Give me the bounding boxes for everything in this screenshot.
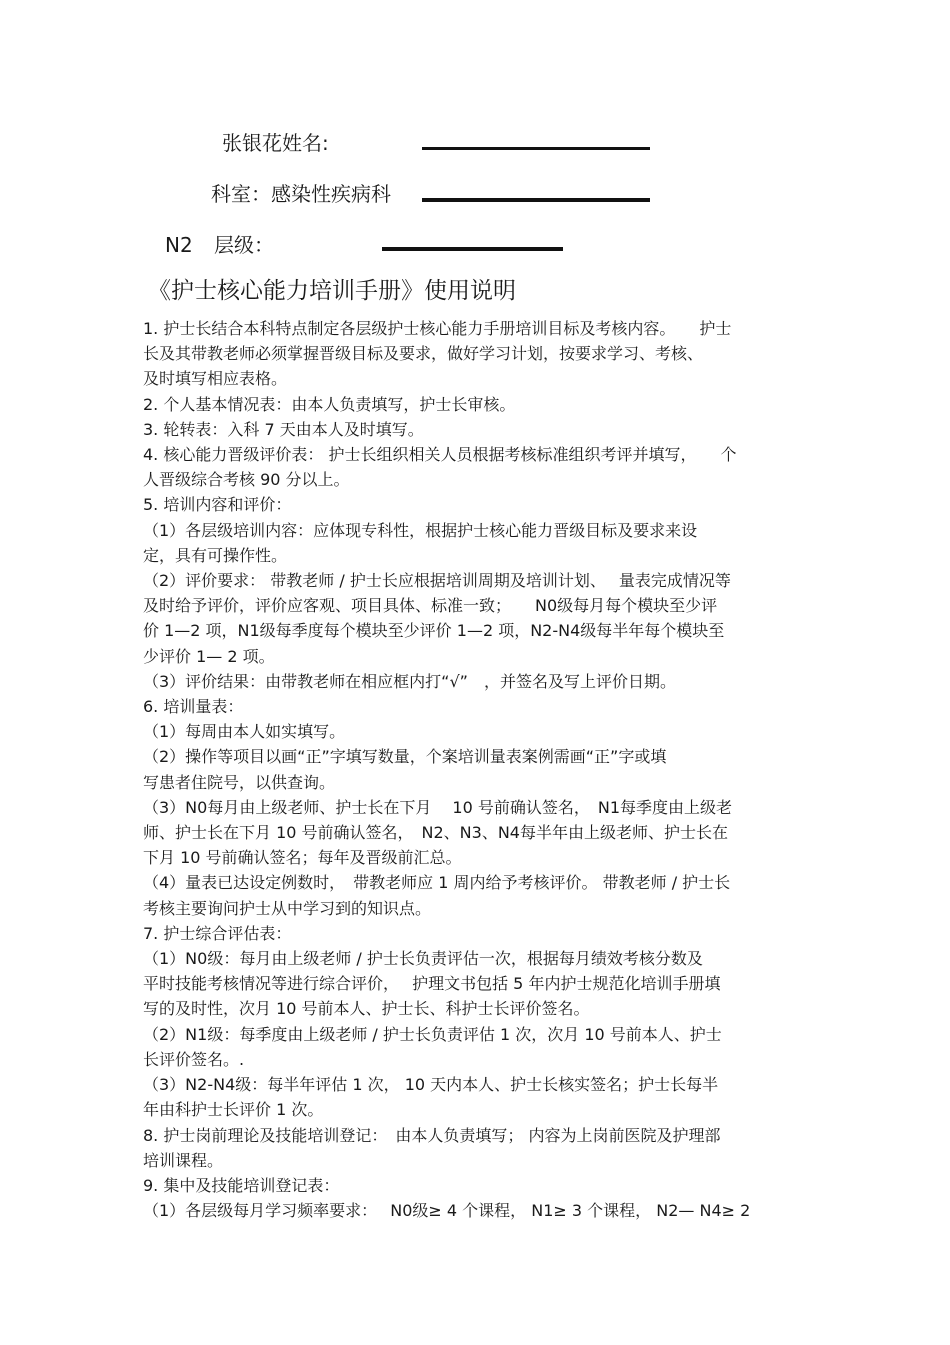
name-field-label: 张银花姓名:: [222, 131, 329, 155]
instruction-line: 写的及时性，次月 10 号前本人、护士长、科护士长评价签名。: [143, 999, 590, 1019]
department-underline[interactable]: [422, 198, 650, 202]
instruction-line: （1）每周由本人如实填写。: [143, 722, 346, 742]
instruction-line: 培训课程。: [143, 1150, 224, 1170]
instruction-line: （2）评价要求： 带教老师 / 护士长应根据培训周期及培训计划、 量表完成情况等: [143, 571, 731, 591]
instruction-line: 5. 培训内容和评价：: [143, 495, 292, 515]
instruction-line: （4）量表已达设定例数时， 带教老师应 1 周内给予考核评价。 带教老师 / 护士长: [143, 873, 731, 893]
instruction-line: 年由科护士长评价 1 次。: [143, 1100, 324, 1120]
instruction-line: 及时给予评价，评价应客观、项目具体、标准一致； N0级每月每个模块至少评: [143, 596, 718, 616]
instruction-line: 下月 10 号前确认签名；每年及晋级前汇总。: [143, 848, 462, 868]
instruction-line: 7. 护士综合评估表：: [143, 923, 292, 943]
level-label: 层级：: [214, 233, 274, 257]
instruction-line: 及时填写相应表格。: [143, 369, 288, 389]
instruction-line: （1）各层级培训内容：应体现专科性，根据护士核心能力晋级目标及要求来设: [143, 520, 698, 540]
instruction-line: （1）各层级每月学习频率要求： N0级≥ 4 个课程， N1≥ 3 个课程， N2— N4≥ 2: [143, 1201, 751, 1221]
instruction-line: 长评价签名。.: [143, 1049, 245, 1069]
instruction-line: （3）N0每月由上级老师、护士长在下月 10 号前确认签名， N1每季度由上级老: [143, 797, 733, 817]
instruction-line: （3）评价结果：由带教老师在相应框内打“√” ，并签名及写上评价日期。: [143, 671, 676, 691]
name-underline[interactable]: [422, 147, 650, 150]
instruction-line: 8. 护士岗前理论及技能培训登记： 由本人负责填写； 内容为上岗前医院及护理部: [143, 1125, 721, 1145]
instruction-line: 9. 集中及技能培训登记表：: [143, 1175, 340, 1195]
instruction-line: （2）N1级：每季度由上级老师 / 护士长负责评估 1 次，次月 10 号前本人、护士: [143, 1024, 722, 1044]
instruction-line: 考核主要询问护士从中学习到的知识点。: [143, 898, 432, 918]
instruction-line: 写患者住院号，以供查询。: [143, 772, 336, 792]
instruction-line: 1. 护士长结合本科特点制定各层级护士核心能力手册培训目标及考核内容。 护士: [143, 319, 732, 338]
document-title: 《护士核心能力培训手册》使用说明: [148, 278, 516, 304]
department-field-label: 科室：感染性疾病科: [211, 182, 391, 206]
instructions-body: [143, 316, 813, 1223]
instruction-line: 平时技能考核情况等进行综合评价， 护理文书包括 5 年内护士规范化培训手册填: [143, 974, 721, 994]
instruction-line: （2）操作等项目以画“正”字填写数量，个案培训量表案例需画“正”字或填: [143, 747, 667, 767]
instruction-line: （1）N0级：每月由上级老师 / 护士长负责评估一次，根据每月绩效考核分数及: [143, 949, 703, 969]
instruction-line: 2. 个人基本情况表：由本人负责填写，护士长审核。: [143, 394, 516, 414]
instruction-line: 3. 轮转表：入科 7 天由本人及时填写。: [143, 419, 424, 439]
instruction-line: （3）N2-N4级：每半年评估 1 次， 10 天内本人、护士长核实签名；护士长每半: [143, 1075, 719, 1095]
instruction-line: 长及其带教老师必须掌握晋级目标及要求，做好学习计划，按要求学习、考核、: [143, 344, 704, 364]
level-underline[interactable]: [382, 247, 563, 251]
instruction-line: 师、护士长在下月 10 号前确认签名， N2、N3、N4每半年由上级老师、护士长在: [143, 823, 728, 843]
instruction-line: 定，具有可操作性。: [143, 545, 288, 565]
instruction-line: 人晋级综合考核 90 分以上。: [143, 470, 350, 490]
level-value: N2: [165, 233, 193, 257]
instruction-line: 6. 培训量表：: [143, 697, 244, 717]
instruction-line: 少评价 1— 2 项。: [143, 646, 275, 666]
instruction-line: 4. 核心能力晋级评价表： 护士长组织相关人员根据考核标准组织考评并填写， 个: [143, 445, 737, 465]
instruction-line: 价 1—2 项，N1级每季度每个模块至少评价 1—2 项，N2-N4级每半年每个模块至: [143, 621, 725, 641]
